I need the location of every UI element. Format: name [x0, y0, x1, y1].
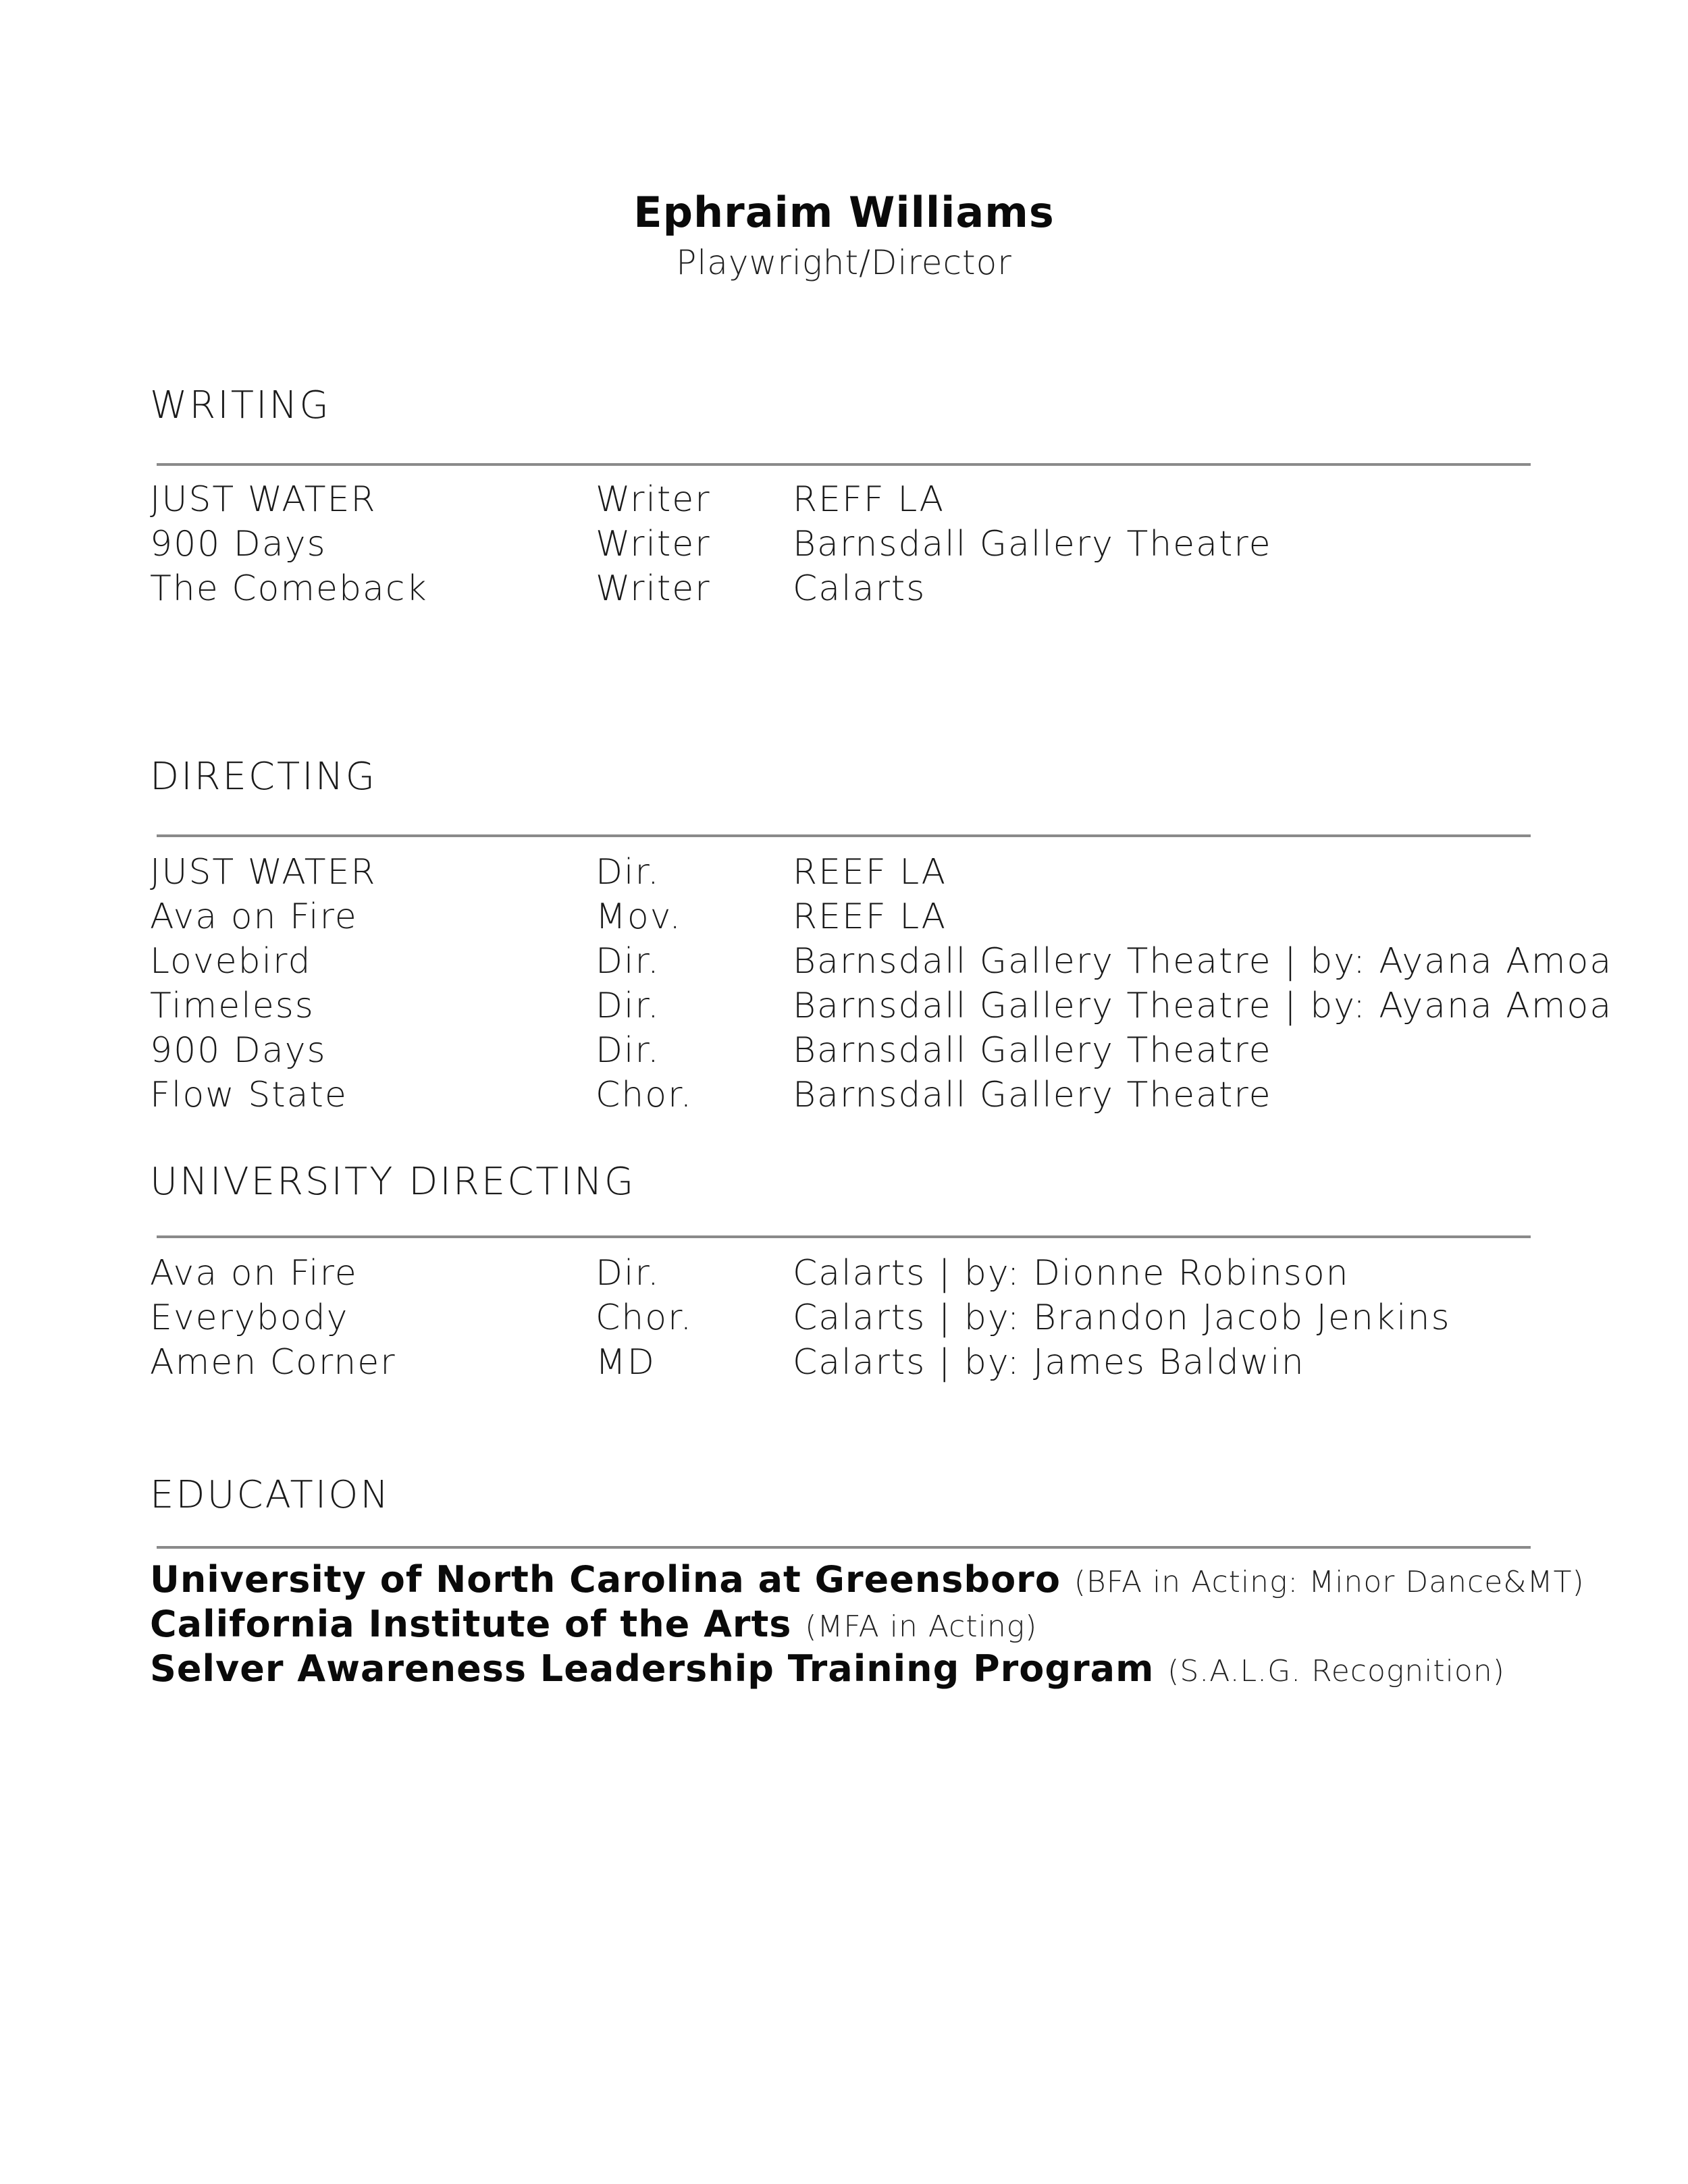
writing-row — [150, 479, 1541, 524]
credit-venue: Barnsdall Gallery Theatre | by: Ayana Amoa — [793, 941, 1613, 982]
credit-title: Timeless — [150, 986, 315, 1026]
credit-venue: Calarts | by: Dionne Robinson — [793, 1253, 1350, 1294]
education-school: California Institute of the Arts — [150, 1603, 806, 1645]
credit-title: Everybody — [150, 1298, 349, 1338]
directing-row — [150, 941, 1613, 986]
credit-title: 900 Days — [150, 524, 327, 564]
directing-row — [150, 852, 1541, 897]
credit-venue: Barnsdall Gallery Theatre — [793, 524, 1272, 564]
section-divider-university-directing — [157, 1235, 1531, 1238]
credit-role: Chor. — [596, 1298, 693, 1338]
credit-title: JUST WATER — [150, 479, 377, 520]
education-school: Selver Awareness Leadership Training Program — [150, 1647, 1168, 1690]
credit-role: Writer — [596, 524, 711, 564]
credit-title: Amen Corner — [150, 1342, 396, 1383]
directing-row — [150, 1075, 1541, 1119]
education-list — [150, 1558, 1585, 1692]
credit-role: Dir. — [596, 852, 660, 893]
credit-venue: REFF LA — [793, 479, 945, 520]
university-directing-list — [150, 1253, 1541, 1387]
credit-role: Dir. — [596, 1253, 660, 1294]
credit-role: Writer — [596, 479, 711, 520]
resume-subtitle: Playwright/Director — [676, 243, 1012, 282]
resume-name: Ephraim Williams — [633, 188, 1055, 237]
university-directing-row — [150, 1298, 1541, 1342]
section-title-directing: DIRECTING — [150, 755, 377, 799]
credit-venue: REEF LA — [793, 897, 947, 937]
credit-role: MD — [596, 1342, 656, 1383]
credit-title: Ava on Fire — [150, 1253, 358, 1294]
credit-venue: REEF LA — [793, 852, 947, 893]
credit-venue: Calarts | by: James Baldwin — [793, 1342, 1305, 1383]
credit-venue: Barnsdall Gallery Theatre — [793, 1030, 1272, 1071]
credit-role: Dir. — [596, 941, 660, 982]
credit-role: Chor. — [596, 1075, 693, 1115]
credit-role: Mov. — [596, 897, 682, 937]
section-title-writing: WRITING — [150, 383, 331, 427]
education-degree: (BFA in Acting: Minor Dance&MT) — [1074, 1565, 1585, 1599]
credit-venue: Barnsdall Gallery Theatre | by: Ayana Amoa — [793, 986, 1613, 1026]
education-school: University of North Carolina at Greensboro — [150, 1558, 1074, 1601]
education-item — [150, 1558, 1585, 1603]
credit-role: Dir. — [596, 1030, 660, 1071]
credit-venue: Barnsdall Gallery Theatre — [793, 1075, 1272, 1115]
writing-row — [150, 568, 1541, 613]
education-degree: (MFA in Acting) — [805, 1609, 1038, 1644]
university-directing-row — [150, 1253, 1541, 1298]
directing-row — [150, 1030, 1541, 1075]
directing-list — [150, 852, 1613, 1119]
credit-title: Ava on Fire — [150, 897, 358, 937]
education-degree: (S.A.L.G. Recognition) — [1167, 1654, 1505, 1688]
directing-row — [150, 986, 1613, 1030]
section-divider-directing — [157, 834, 1531, 837]
directing-row — [150, 897, 1541, 941]
credit-role: Dir. — [596, 986, 660, 1026]
writing-row — [150, 524, 1541, 568]
university-directing-row — [150, 1342, 1541, 1387]
writing-list — [150, 479, 1541, 613]
section-title-education: EDUCATION — [150, 1473, 391, 1517]
credit-role: Writer — [596, 568, 711, 609]
section-title-university-directing: UNIVERSITY DIRECTING — [150, 1160, 636, 1204]
credit-title: 900 Days — [150, 1030, 327, 1071]
education-item — [150, 1647, 1541, 1692]
credit-title: The Comeback — [150, 568, 428, 609]
education-item — [150, 1603, 1541, 1647]
credit-title: Lovebird — [150, 941, 312, 982]
credit-venue: Calarts | by: Brandon Jacob Jenkins — [793, 1298, 1451, 1338]
credit-venue: Calarts — [793, 568, 926, 609]
credit-title: Flow State — [150, 1075, 348, 1115]
credit-title: JUST WATER — [150, 852, 377, 893]
section-divider-writing — [157, 463, 1531, 466]
section-divider-education — [157, 1546, 1531, 1549]
